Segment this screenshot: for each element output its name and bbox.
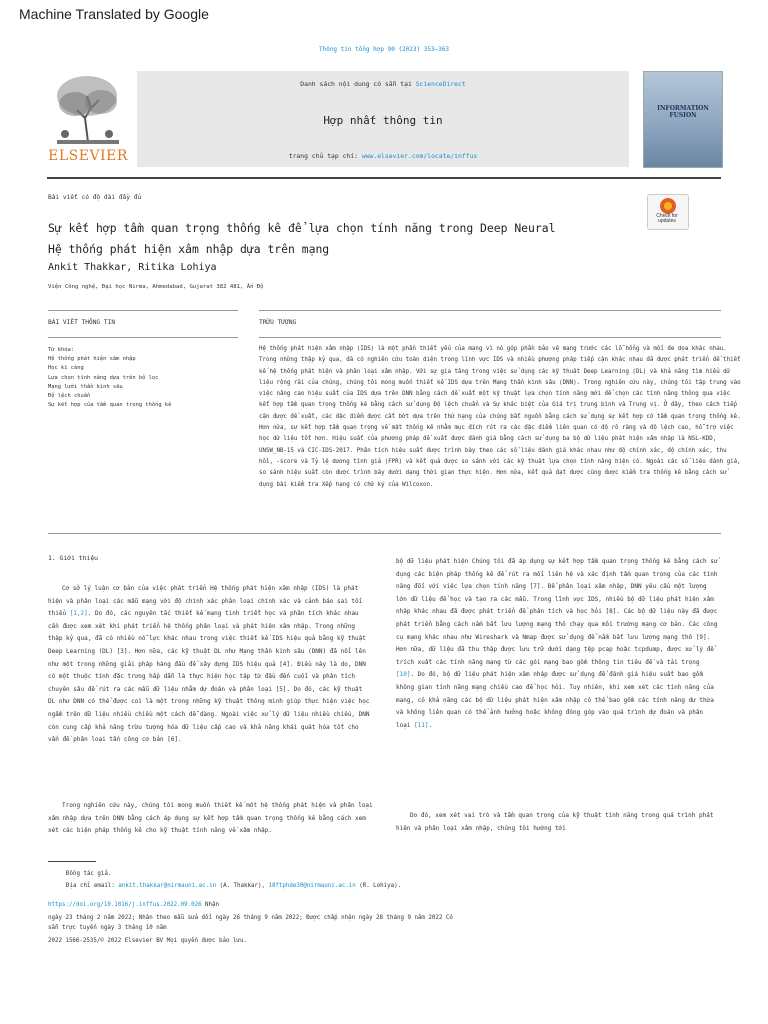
- intro-paragraph-4: Do đó, xem xét vai trò và tầm quan trọng của kỹ thuật tính năng trong quá trình phát hiện và phân loại xâm nhập, chúng tôi hướng tới: [396, 812, 714, 832]
- header-divider: [47, 177, 721, 179]
- authors: Ankit Thakkar, Ritika Lohiya: [48, 262, 217, 273]
- keywords-label: Từ khóa:: [48, 347, 74, 353]
- corresponding-author-footnote: Đồng tác giả. Địa chỉ email: ankit.thakkar@nirmauni.ac.in (A. Thakkar), 18ftphde30@nirmauni.ac.in (R. Lohiya).: [66, 871, 402, 889]
- check-for-updates-button[interactable]: [647, 194, 689, 230]
- copyright: 2022 1566-2535/© 2022 Elsevier BV Mọi quyền được bảo lưu.: [48, 938, 247, 944]
- abstract-heading: TRỪU TƯỢNG: [259, 319, 297, 326]
- check-for-updates-label: Check for updates: [656, 213, 678, 224]
- intro-paragraph-1: Cơ sở lý luận cơ bản của việc phát triển Hệ thống phát hiện xâm nhập (IDS) là phát hiện và phân loại các mẫu mạng với độ chính xác phân loại chính xác và cảnh báo sai tối thiểu [1,2]. Do đó, các nguyên tắc thiết kế mạng tinh triết học và phân tích khác nhau cần được xem xét khi phát triển hệ thống phân loại và phát hiện xâm nhập. Trong những thập kỷ qua, đã có nhiều nỗ lực khác nhau trong việc thiết kế IDS hiệu quả bằng kỹ thuật Deep Learning (DL) [3]. Hơn nữa, các kỹ thuật DL như Mạng thần kinh sâu (DNN) đã nổi lên như một trong những giải pháp hàng đầu để xây dựng IDS hiệu quả [4]. Điều này là do, DNN có một thuộc tính đặc trưng hấp dẫn là thực hiện học tập từ đầu đến cuối và phân tích chuyên sâu để rút ra các mẫu dữ liệu nhằm dự đoán và phân loại [5]. Do đó, các kỹ thuật DL như DNN có thể được coi là một trong những kỹ thuật thông minh giúp thực hiện việc học ngầm trên dữ liệu nhiều chiều một cách dễ dàng. Ngoài việc xử lý dữ liệu nhiều chiều, DNN còn cung cấp khả năng trừu tượng hóa dữ liệu cấp cao và khả năng khái quát hóa tốt cho vấn đề phân loại tấn công cơ bản [6].: [48, 585, 370, 744]
- intro-paragraph-2: Trong nghiên cứu này, chúng tôi mong muốn thiết kế một hệ thống phát hiện và phân loại xâm nhập dựa trên DNN bằng cách áp dụng sự kết hợp tầm quan trọng thống kê bằng cách xem xét các biện pháp thống kê cho kỹ thuật tính năng về xâm nhập.: [48, 802, 373, 835]
- journal-reference-link[interactable]: Thông tin tổng hợp 90 (2023) 353–363: [318, 46, 450, 53]
- doi-link[interactable]: https://doi.org/10.1016/j.inffus.2022.09.026: [48, 902, 202, 908]
- article-info-bottom-rule: [48, 337, 238, 338]
- abstract-bottom-rule: [48, 533, 721, 534]
- citation-link[interactable]: [10]: [396, 671, 411, 679]
- article-title: [48, 218, 628, 260]
- keyword-item: Mạng lưới thần kinh sâu: [48, 383, 123, 390]
- intro-paragraph-3: bộ dữ liệu phát hiện Chúng tôi đã áp dụng sự kết hợp tầm quan trọng thống kê bằng cách sử dụng các biện pháp thống kê để rút ra mối liên hệ và xác định tầm quan trọng của các tính năng đối với việc lựa chọn tính năng [7]. Để phân loại xâm nhập, DNN yêu cầu một lượng lớn dữ liệu để học và tạo ra các mẫu. Trong lĩnh vực IDS, nhiều bộ dữ liệu phát hiện xâm nhập khác nhau đã được phát triển để phân tích và học hỏi [8]. Các bộ dữ liệu này đã được phát triển bằng cách nắm bắt lưu lượng mạng thô chạy qua môi trường mạng cơ bản. Các công cụ mạng khác nhau như Wireshark và Nmap được sử dụng để nắm bắt lưu lượng mạng thô [9]. Hơn nữa, dữ liệu đã thu thập được lưu trữ dưới dạng tệp pcap hoặc tcpdump, được xử lý để trích xuất các tính năng mạng từ các gói mạng bao gồm thông tin tiêu đề và tải trọng [10]. Do đó, bộ dữ liệu phát hiện xâm nhập được sử dụng để đánh giá hiệu suất bao gồm không gian tính năng mạng chiều cao để học hỏi. Tuy nhiên, khi xem xét các tính năng của mạng, có khả năng các bộ dữ liệu phát hiện xâm nhập có thể bao gồm các tính năng dư thừa và không liên quan có thể ảnh hưởng hoặc không đóng góp vào quá trình dự đoán và phân loại [11].: [396, 558, 718, 729]
- journal-title: Hợp nhất thông tin: [323, 114, 443, 127]
- abstract-top-rule: [259, 310, 721, 311]
- citation-link[interactable]: [11]: [414, 721, 429, 729]
- email-link[interactable]: ankit.thakkar@nirmauni.ac.in: [118, 883, 217, 889]
- title-line-2: Hệ thống phát hiện xâm nhập dựa trên mạng: [48, 242, 330, 256]
- publisher-wordmark: ELSEVIER: [48, 148, 128, 164]
- article-history: ngày 23 tháng 2 năm 2022; Nhận theo mẫu sửa đổi ngày 26 tháng 9 năm 2022; Được chấp nhận ngày 28 tháng 9 năm 2022 Có sẵn trực tuyến ngày 3 tháng 10 năm: [48, 915, 453, 931]
- section-heading-introduction: 1. Giới thiệu: [48, 554, 99, 562]
- abstract-heading-rule: [259, 337, 721, 338]
- keyword-item: Hệ thống phát hiện xâm nhập: [48, 356, 136, 363]
- affiliation: Viện Công nghệ, Đại học Nirma, Ahmedabad, Gujarat 382 481, Ấn Độ: [48, 284, 264, 290]
- abstract-text: Hệ thống phát hiện xâm nhập (IDS) là một phần thiết yếu của mạng vì nó góp phần bảo vệ mạng trước các lỗ hổng và mối đe dọa khác nhau. Trong những thập kỷ qua, đã có nghiên cứu toàn diện trong lĩnh vực IDS và nhiều phương pháp tiếp cận khác nhau đã được phát triển để thiết kế hệ thống phát hiện và phân loại xâm nhập. Với sự gia tăng trong việc sử dụng các kỹ thuật Deep Learning (DL) và khả năng tìm hiểu dữ liệu rộng rãi của chúng, chúng tôi mong muốn thiết kế IDS dựa trên Mạng thần kinh sâu (DNN). Trong nghiên cứu này, chúng tôi tập trung vào việc nâng cao hiệu suất của IDS dựa trên DNN bằng cách đề xuất một kỹ thuật lựa chọn tính năng mới để chọn các tính năng thông qua việc kết hợp tầm quan trọng thống kê bằng cách sử dụng Độ lệch chuẩn và Sự khác biệt của Giá trị trung bình và Trung vị. Ở đây, theo cách tiếp cận được đề xuất, các đặc điểm được cắt bớt dựa trên thứ hạng của chúng bắt nguồn bằng cách sử dụng sự kết hợp có tầm quan trọng thống kê. Hơn nữa, sự kết hợp tầm quan trọng về mặt thống kê nhằm mục đích rút ra các đặc điểm liên quan có độ rõ ràng và độ lệch cao, hỗ trợ việc học dữ liệu tốt hơn. Hiệu suất của phương pháp đề xuất được đánh giá bằng cách sử dụng ba bộ dữ liệu phát hiện xâm nhập là NSL-KDD, UNSW_NB-15 và CIC-IDS-2017. Phân tích hiệu suất được trình bày theo các số liệu đánh giá khác nhau như độ chính xác, độ chính xác, thu hồi, -score và Tỷ lệ dương tính giả (FPR) và kết quả được so sánh với các kỹ thuật lựa chọn tính năng hiện có. Ngoài các số liệu đánh giá, so sánh hiệu suất còn được trình bày dưới dạng thời gian thực hiện. Hơn nữa, kết quả đạt được cũng được kiểm tra thống kê bằng cách sử dụng bài kiểm tra Xếp hạng có chữ ký của Wilcoxon.: [259, 346, 741, 488]
- title-line-1: Sự kết hợp tầm quan trọng thống kê để lựa chọn tính năng trong Deep Neural: [48, 221, 556, 235]
- journal-homepage: trang chủ tạp chí: www.elsevier.com/locate/inffus: [288, 152, 478, 160]
- translation-banner: Machine Translated by Google: [19, 6, 209, 22]
- email-link[interactable]: 18ftphde30@nirmauni.ac.in: [268, 883, 356, 889]
- keyword-item: Lựa chọn tính năng dựa trên bộ lọc: [48, 374, 159, 381]
- journal-cover-image: [643, 71, 723, 168]
- cover-title: INFORMATION FUSION: [657, 105, 709, 119]
- citation-link[interactable]: [1,2]: [69, 610, 88, 618]
- keywords-list: [48, 346, 238, 410]
- article-type: Bài viết có độ dài đầy đủ: [48, 194, 142, 201]
- check-updates-icon: [660, 198, 676, 214]
- footnote-rule: [48, 861, 96, 862]
- keyword-item: Học kĩ càng: [48, 365, 84, 372]
- keyword-item: Sự kết hợp của tầm quan trọng thống kê: [48, 402, 172, 409]
- contents-availability: Danh sách nội dung có sẵn tại ScienceDirect: [300, 80, 466, 88]
- sciencedirect-link[interactable]: ScienceDirect: [415, 80, 466, 88]
- doi-line: https://doi.org/10.1016/j.inffus.2022.09.026 Nhận: [48, 902, 220, 908]
- keyword-item: Độ lệch chuẩn: [48, 393, 91, 400]
- homepage-link[interactable]: www.elsevier.com/locate/inffus: [361, 152, 478, 160]
- article-info-top-rule: [48, 310, 238, 311]
- article-info-heading: BÀI VIẾT THÔNG TIN: [48, 319, 116, 326]
